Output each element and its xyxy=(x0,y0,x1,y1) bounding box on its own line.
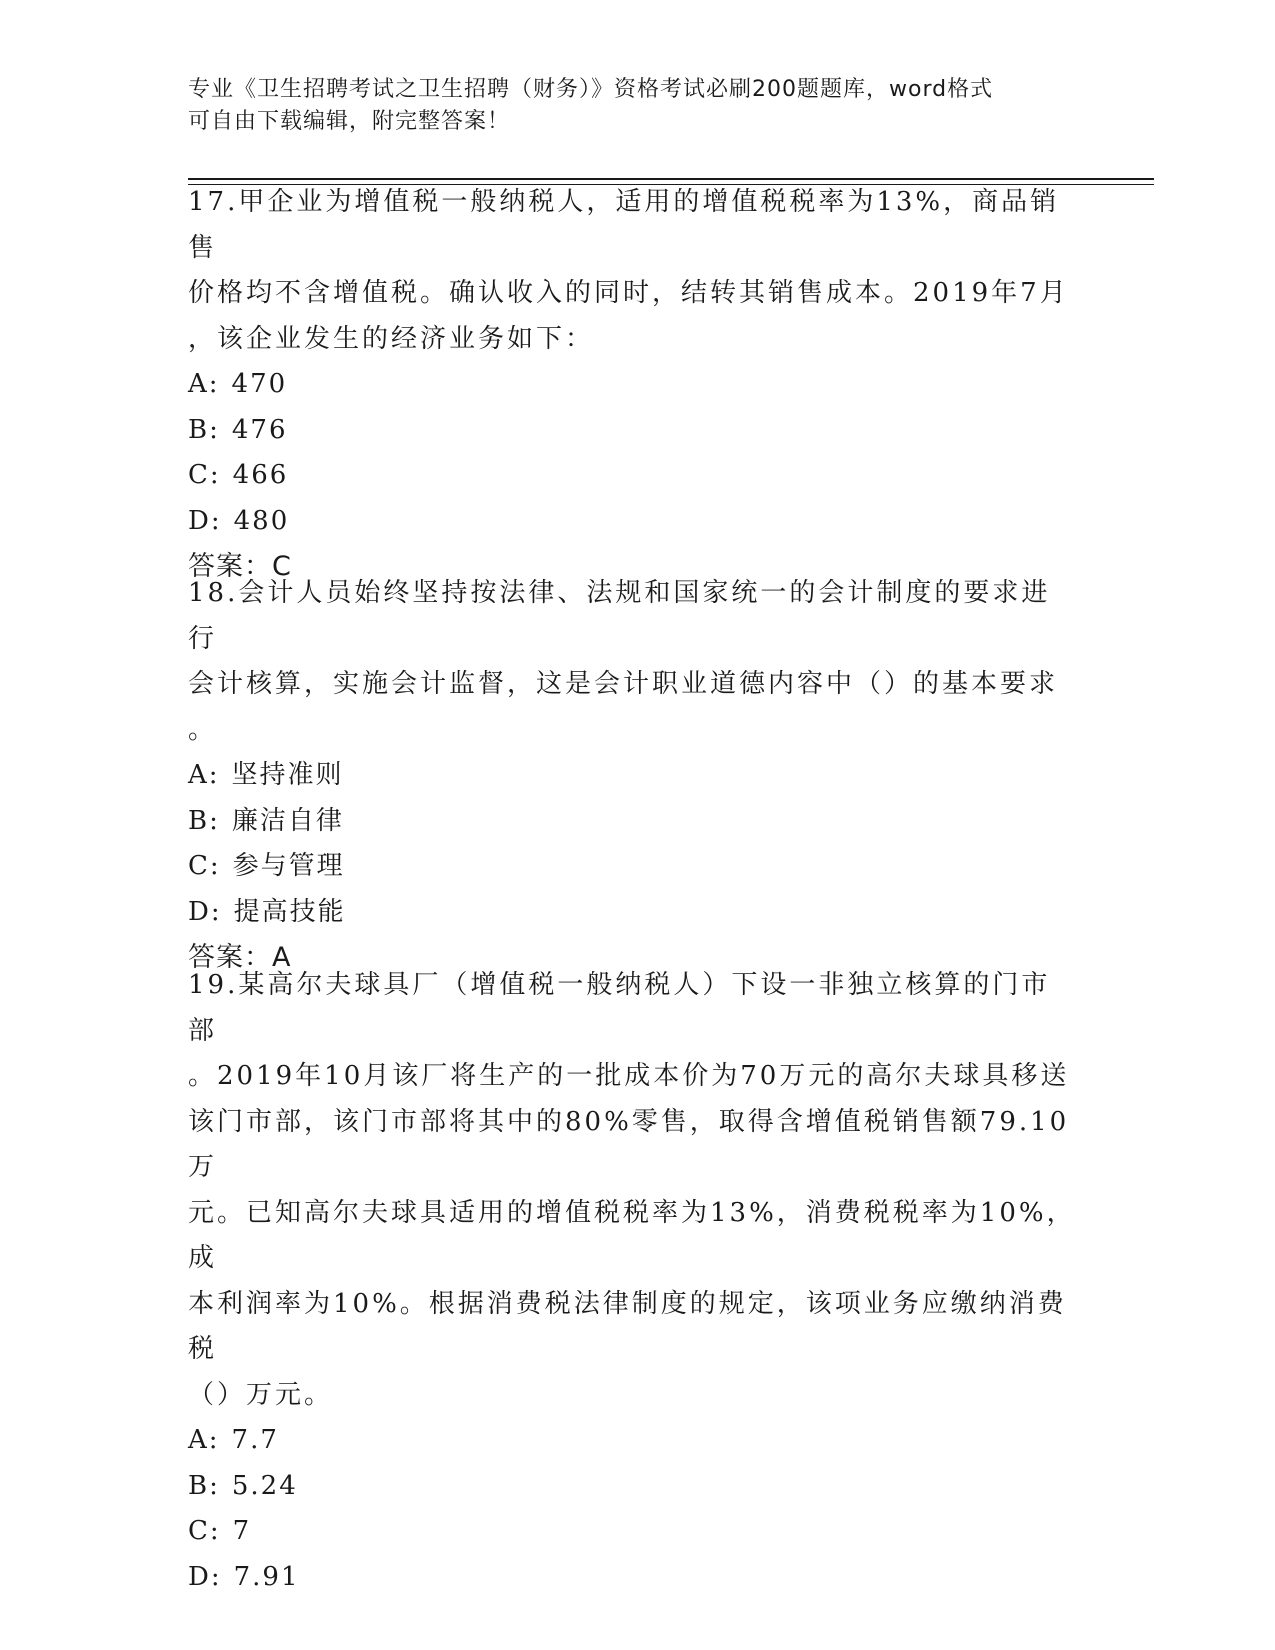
option-a xyxy=(188,362,1078,408)
option-value: 480 xyxy=(233,505,290,536)
stem-line: 会计核算，实施会计监督，这是会计职业道德内容中（）的基本要求 xyxy=(188,669,1059,699)
option-value: 坚持准则 xyxy=(231,760,344,790)
option-value: 7.7 xyxy=(231,1425,279,1455)
option-b xyxy=(188,1464,1078,1510)
option-value: 提高技能 xyxy=(233,896,346,927)
option-letter: D: xyxy=(188,1561,222,1592)
option-a xyxy=(188,1418,1078,1464)
option-d xyxy=(188,499,1078,545)
option-letter: B: xyxy=(188,805,220,836)
stem-line: 19.某高尔夫球具厂（增值税一般纳税人）下设一非独立核算的门市部 xyxy=(188,970,1051,1046)
stem-line: 价格均不含增值税。确认收入的同时，结转其销售成本。2019年7月 xyxy=(188,278,1069,308)
option-d xyxy=(188,1555,1078,1601)
question-19 xyxy=(188,963,1078,1600)
option-letter: B: xyxy=(188,1470,220,1501)
option-value: 7.91 xyxy=(233,1561,300,1592)
document-header xyxy=(188,74,1068,138)
option-b xyxy=(188,799,1078,845)
option-d xyxy=(188,890,1078,936)
stem-line: 18.会计人员始终坚持按法律、法规和国家统一的会计制度的要求进行 xyxy=(188,578,1051,654)
question-17 xyxy=(188,180,1078,590)
option-letter: A: xyxy=(188,760,220,790)
stem-line: （）万元。 xyxy=(188,1379,334,1410)
header-line: 专业《卫生招聘考试之卫生招聘（财务）》资格考试必刷200题题库，word格式 xyxy=(188,77,994,102)
option-c xyxy=(188,453,1078,499)
option-letter: A: xyxy=(188,369,220,399)
option-list xyxy=(188,753,1078,935)
stem-line: 元。已知高尔夫球具适用的增值税税率为13%，消费税税率为10%，成 xyxy=(188,1197,1076,1273)
question-18 xyxy=(188,571,1078,981)
option-letter: D: xyxy=(188,896,222,927)
option-letter: D: xyxy=(188,505,222,536)
option-value: 476 xyxy=(231,414,288,445)
option-value: 7 xyxy=(232,1516,252,1546)
answer-label: 答案：A xyxy=(188,942,292,973)
question-stem xyxy=(188,963,1078,1418)
option-value: 466 xyxy=(232,460,289,490)
stem-line: 本利润率为10%。根据消费税法律制度的规定，该项业务应缴纳消费税 xyxy=(188,1288,1067,1364)
option-letter: C: xyxy=(188,1516,221,1546)
stem-line: 。2019年10月该厂将生产的一批成本价为70万元的高尔夫球具移送 xyxy=(188,1061,1070,1091)
stem-line: 该门市部，该门市部将其中的80%零售，取得含增值税销售额79.10万 xyxy=(188,1106,1070,1182)
option-list xyxy=(188,362,1078,544)
option-letter: C: xyxy=(188,851,221,881)
answer-label: 答案：C xyxy=(188,551,292,582)
question-stem xyxy=(188,180,1078,362)
question-stem xyxy=(188,571,1078,753)
option-value: 参与管理 xyxy=(232,851,345,881)
option-c xyxy=(188,844,1078,890)
option-c xyxy=(188,1509,1078,1555)
header-line: 可自由下载编辑，附完整答案！ xyxy=(188,109,511,134)
option-list xyxy=(188,1418,1078,1600)
option-b xyxy=(188,408,1078,454)
option-letter: A: xyxy=(188,1425,220,1455)
stem-line: 17.甲企业为增值税一般纳税人，适用的增值税税率为13%，商品销售 xyxy=(188,187,1060,263)
option-a xyxy=(188,753,1078,799)
option-letter: C: xyxy=(188,460,221,490)
option-letter: B: xyxy=(188,414,220,445)
stem-line: ，该企业发生的经济业务如下： xyxy=(188,323,595,354)
option-value: 5.24 xyxy=(231,1470,298,1501)
option-value: 470 xyxy=(231,369,288,399)
option-value: 廉洁自律 xyxy=(231,805,344,836)
stem-line: 。 xyxy=(188,714,218,745)
